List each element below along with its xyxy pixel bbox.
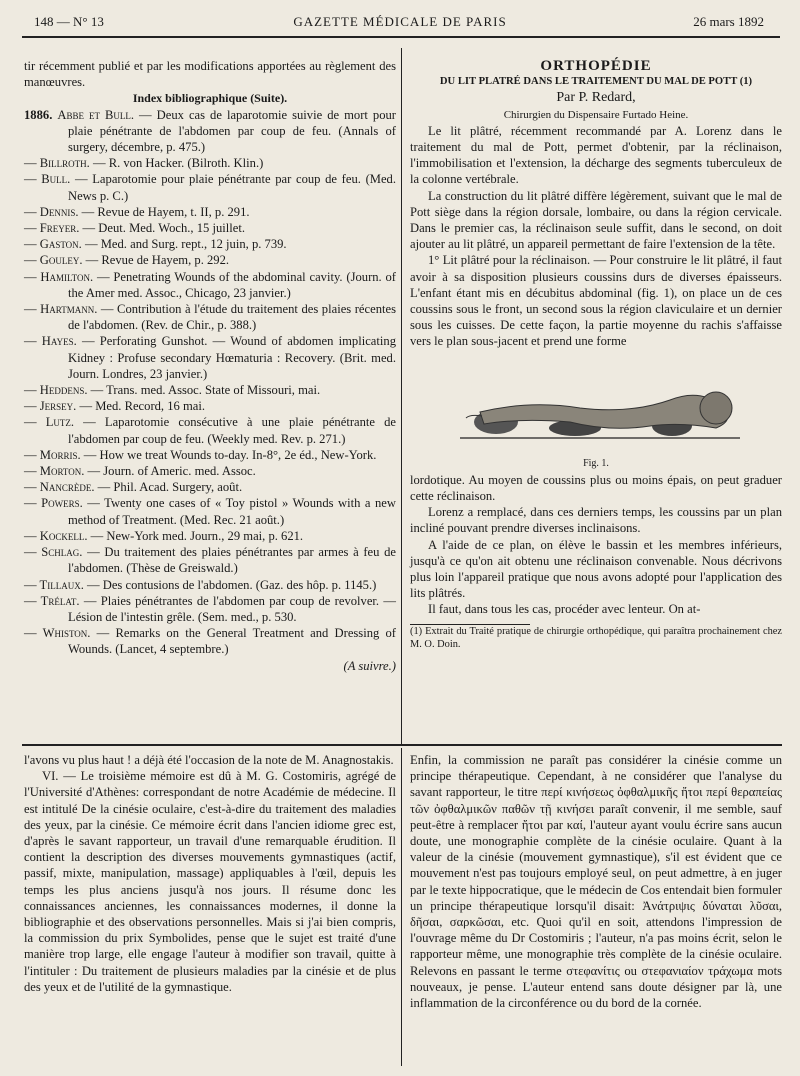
biblio-entry	[24, 398, 396, 414]
paragraph: Lorenz a remplacé, dans ces derniers temps, les coussins par un plan incliné pouvant prendre diverses inclinaisons.	[410, 505, 782, 536]
biblio-entry	[24, 301, 396, 333]
biblio-reference: — Laparotomie pour plaie pénétrante par coup de feu. (Med. News p. C.)	[68, 172, 396, 203]
biblio-reference: — Penetrating Wounds of the abdominal cavity. (Journ. of the Amer med. Assoc., Chicago, 23 janvier.)	[68, 269, 396, 300]
paragraph: 1° Lit plâtré pour la réclinaison. — Pour construire le lit plâtré, il faut avoir à sa disposition plusieurs coussins durs de diverses épaisseurs. L'enfant étant mis en décubitus abdominal (fig. 1), on place un de ces coussins sous le front, un second sous la région claviculaire et un dernier sous les cuisses. De cette façon, la partie moyenne du rachis s'affaisse vers le plan sous-jacent et prend une forme	[410, 253, 782, 349]
biblio-reference: — Trans. med. Assoc. State of Missouri, mai.	[87, 383, 321, 398]
top-right-column	[410, 58, 782, 651]
biblio-entry	[24, 220, 396, 236]
biblio-author: — Dennis.	[24, 204, 79, 219]
biblio-reference: — Journ. of Americ. med. Assoc.	[84, 464, 256, 479]
biblio-entry	[24, 269, 396, 301]
biblio-author: — Morton.	[24, 464, 85, 479]
biblio-reference: — Contribution à l'étude du traitement des plaies récentes de l'abdomen. (Rev. de Chir., p. 388.)	[68, 302, 396, 333]
to-be-continued: (A suivre.)	[343, 658, 396, 673]
biblio-reference: — R. von Hacker. (Bilroth. Klin.)	[89, 156, 264, 171]
biblio-author: — Hartmann.	[24, 302, 98, 317]
journal-title: GAZETTE MÉDICALE DE PARIS	[293, 14, 507, 29]
biblio-list	[24, 107, 396, 658]
section-title: ORTHOPÉDIE	[540, 58, 652, 74]
biblio-reference: — How we treat Wounds to-day. In-8°, 2e éd., New-York.	[80, 447, 377, 462]
biblio-entry	[24, 252, 396, 268]
biblio-entry	[24, 593, 396, 625]
biblio-entry	[24, 171, 396, 203]
footnote: (1) Extrait du Traité pratique de chirurgie orthopédique, qui paraîtra prochainement chez M. O. Doin.	[410, 625, 782, 650]
paragraph: Il faut, dans tous les cas, procéder avec lenteur. On at-	[428, 602, 701, 617]
biblio-reference: — Phil. Acad. Surgery, août.	[94, 480, 243, 495]
biblio-author: — Freyer.	[24, 221, 80, 236]
column-divider-top	[401, 48, 402, 744]
biblio-reference: — Perforating Gunshot. — Wound of abdomen implicating Kidney : Profuse secondary Hœmaturia : Recovery. (Brit. med. Journ. Londres, 23 janvier.)	[68, 334, 396, 381]
issue-date: 26 mars 1892	[693, 14, 764, 29]
paragraph: VI. — Le troisième mémoire est dû à M. G. Costomiris, agrégé de l'Université d'Athènes: correspondant de notre Académie de médecine. Il est intitulé De la cinésie oculaire, c'est-à-dire du traitement des maladies des yeux, par la cinésie. Ce mémoire écrit dans l'ancien idiome grec est, d'après le savant rapporteur, un travail d'une remarquable érudition. Il contient la description des diverses mouvements gymnastiques (actif, passif, mixte, manipulation, massage) appliquables à l'œil, depuis les temps les plus anciens jusqu'à nos jours. Il résume donc les connaissances anciennes, les connaissances modernes, il donne la bibliographie et des observations personnelles. Mais si j'ai bien compris, la commission du prix Symbolides, pense que le sujet est traité d'une manière trop large, elle engage l'auteur à modifier son travail, quitte à l'intituler : Du traitement de plusieurs maladies par la cinésie et de plus des yeux et de l'utilité de la gymnastique.	[24, 769, 396, 994]
top-left-column	[24, 58, 396, 674]
biblio-reference: — Revue de Hayem, p. 292.	[82, 253, 230, 268]
biblio-author: — Gaston.	[24, 237, 82, 252]
biblio-entry	[24, 463, 396, 479]
biblio-author: — Schlag.	[24, 545, 83, 560]
biblio-entry	[24, 625, 396, 657]
biblio-author: — Jersey.	[24, 399, 77, 414]
biblio-reference: — Laparotomie consécutive à une plaie pénétrante de l'abdomen par coup de feu. (Weekly med. Rev. p. 271.)	[68, 415, 396, 446]
paragraph: Le lit plâtré, récemment recommandé par A. Lorenz dans le traitement du mal de Pott, permet d'obtenir, par la réclinaison, l'immobilisation et l'extension, la décharge des segments tuberculeux de la colonne vertébrale.	[410, 123, 782, 187]
paragraph: l'avons vu plus haut ! a déjà été l'occasion de la note de M. Anagnostakis.	[24, 753, 394, 767]
biblio-author: — Lutz.	[24, 415, 75, 430]
biblio-author: — Trélat.	[24, 593, 80, 608]
paragraph: Enfin, la commission ne paraît pas considérer la cinésie comme un principe thérapeutique. Cependant, à ne considérer que l'analyse du savant rapporteur, le titre περί κινήσεως ὀφθαλμικῆς ἤτοι περί θεραπείας τῶν ὀφθαλμικῶν παθῶν τῇ κινήσει paraît convenir, il me semble, sauf peut-être à remplacer ἤτοι par καί, l'auteur ayant voulu écrire sans aucun doute, une monographie complète de la cinésie oculaire. Quant à la valeur de la cinésie (mouvement gymnastique), s'il est évident que ce mouvement n'est pas toujours employé seul, on peut admettre, à en juger par le texte hippocratique, que le médecin de Cos entendait bien formuler un principe thérapeutique lorsqu'il disait: Ἀνάτριψις δύναται λῦσαι, δῆσαι, σαρκῶσαι, etc. Quoi qu'il en soit, attendons l'impression de l'ouvrage même du Dr Costomiris ; l'auteur, n'a pas moins écrit, selon le rapporteur même, une monographie très complète de la cinésie oculaire. Relevons en passant le terme στεφανίτις ou στεφανιαίον τράχωμα mots nouveaux, je pense. L'auteur entend sans doute désigner par là, une inflammation de la circonférence ou du bord de la cornée.	[410, 753, 782, 1011]
biblio-entry	[24, 528, 396, 544]
biblio-entry	[24, 204, 396, 220]
biblio-author: — Tillaux.	[24, 577, 84, 592]
biblio-author: Abbe et Bull.	[57, 107, 135, 122]
biblio-reference: — Med. Record, 16 mai.	[76, 399, 206, 414]
biblio-entry	[24, 495, 396, 527]
horizontal-divider	[22, 744, 782, 746]
figure-caption: Fig. 1.	[583, 457, 609, 469]
biblio-reference: — Plaies pénétrantes de l'abdomen par coup de revolver. — Lésion de l'intestin grêle. (Sem. med., p. 530.	[68, 593, 396, 624]
biblio-author: — Kockell.	[24, 528, 88, 543]
biblio-author: — Hayes.	[24, 334, 77, 349]
patient-on-cushions-illustration	[410, 356, 782, 456]
paragraph: La construction du lit plâtré diffère légèrement, suivant que le mal de Pott siège dans la région dorsale, lombaire, ou dans la région cervicale. Dans le premier cas, la réclinaison seule suffit, dans le second, on doit ajouter au lit plâtré, un appareil permettant de faire l'extension de la tête.	[410, 188, 782, 252]
biblio-title: Index bibliographique (Suite).	[132, 91, 288, 106]
biblio-year: 1886.	[24, 107, 53, 122]
biblio-reference: — New-York med. Journ., 29 mai, p. 621.	[87, 528, 304, 543]
biblio-author: — Gouley.	[24, 253, 83, 268]
biblio-author: — Morris.	[24, 447, 81, 462]
bottom-right-column	[410, 752, 782, 1011]
biblio-author: — Heddens.	[24, 383, 88, 398]
figure-illustration	[410, 356, 782, 456]
biblio-entry	[24, 382, 396, 398]
biblio-reference: — Remarks on the General Treatment and Dressing of Wounds. (Lancet, 4 septembre.)	[68, 626, 396, 657]
biblio-entry	[24, 447, 396, 463]
biblio-author: — Bull.	[24, 172, 71, 187]
biblio-entry	[24, 414, 396, 446]
footnote-rule	[410, 624, 530, 625]
biblio-entry	[24, 577, 396, 593]
biblio-author: — Billroth.	[24, 156, 90, 171]
bottom-left-column	[24, 752, 396, 995]
biblio-entry	[24, 479, 396, 495]
author-affiliation: Chirurgien du Dispensaire Furtado Heine.	[503, 108, 689, 121]
page-header	[0, 14, 800, 36]
page-number: 148 — N° 13	[34, 14, 104, 29]
biblio-author: — Hamilton.	[24, 269, 94, 284]
biblio-reference: — Deut. Med. Woch., 15 juillet.	[79, 221, 246, 236]
header-rule	[22, 36, 780, 38]
biblio-entry	[24, 333, 396, 382]
column-divider-bottom	[401, 748, 402, 1066]
continuation-text: tir récemment publié et par les modifications apportées au règlement des manœuvres.	[24, 59, 396, 90]
biblio-reference: — Twenty one cases of « Toy pistol » Wounds with a new method of Treatment. (Med. Rec. 21 août.)	[68, 496, 396, 527]
biblio-author: — Whiston.	[24, 626, 91, 641]
article-author: Par P. Redard,	[556, 90, 636, 106]
biblio-reference: — Deux cas de laparotomie suivie de mort pour plaie pénétrante de l'abdomen par coup de feu. (Annals of surgery, décembre, p. 475.)	[68, 107, 396, 155]
paragraph: A l'aide de ce plan, on élève le bassin et les membres inférieurs, jusqu'à ce qu'on ait obtenu une réclinaison convenable. Nous décrivons plus loin l'appareil pratique que nous avons adopté pour l'application des lits plâtrés.	[410, 537, 782, 601]
biblio-entry	[24, 107, 396, 156]
biblio-entry	[24, 236, 396, 252]
article-subtitle: DU LIT PLATRÉ DANS LE TRAITEMENT DU MAL DE POTT (1)	[439, 76, 753, 88]
biblio-entry	[24, 155, 396, 171]
biblio-reference: — Med. and Surg. rept., 12 juin, p. 739.	[81, 237, 287, 252]
biblio-reference: — Des contusions de l'abdomen. (Gaz. des hôp. p. 1145.)	[83, 577, 377, 592]
biblio-entry	[24, 544, 396, 576]
biblio-reference: — Du traitement des plaies pénétrantes par armes à feu de l'abdomen. (Thèse de Greiswald.)	[68, 545, 396, 576]
biblio-author: — Nancrède.	[24, 480, 95, 495]
paragraph: lordotique. Au moyen de coussins plus ou moins épais, on peut graduer cette réclinaison.	[410, 472, 782, 504]
biblio-author: — Powers.	[24, 496, 83, 511]
biblio-reference: — Revue de Hayem, t. II, p. 291.	[78, 204, 250, 219]
